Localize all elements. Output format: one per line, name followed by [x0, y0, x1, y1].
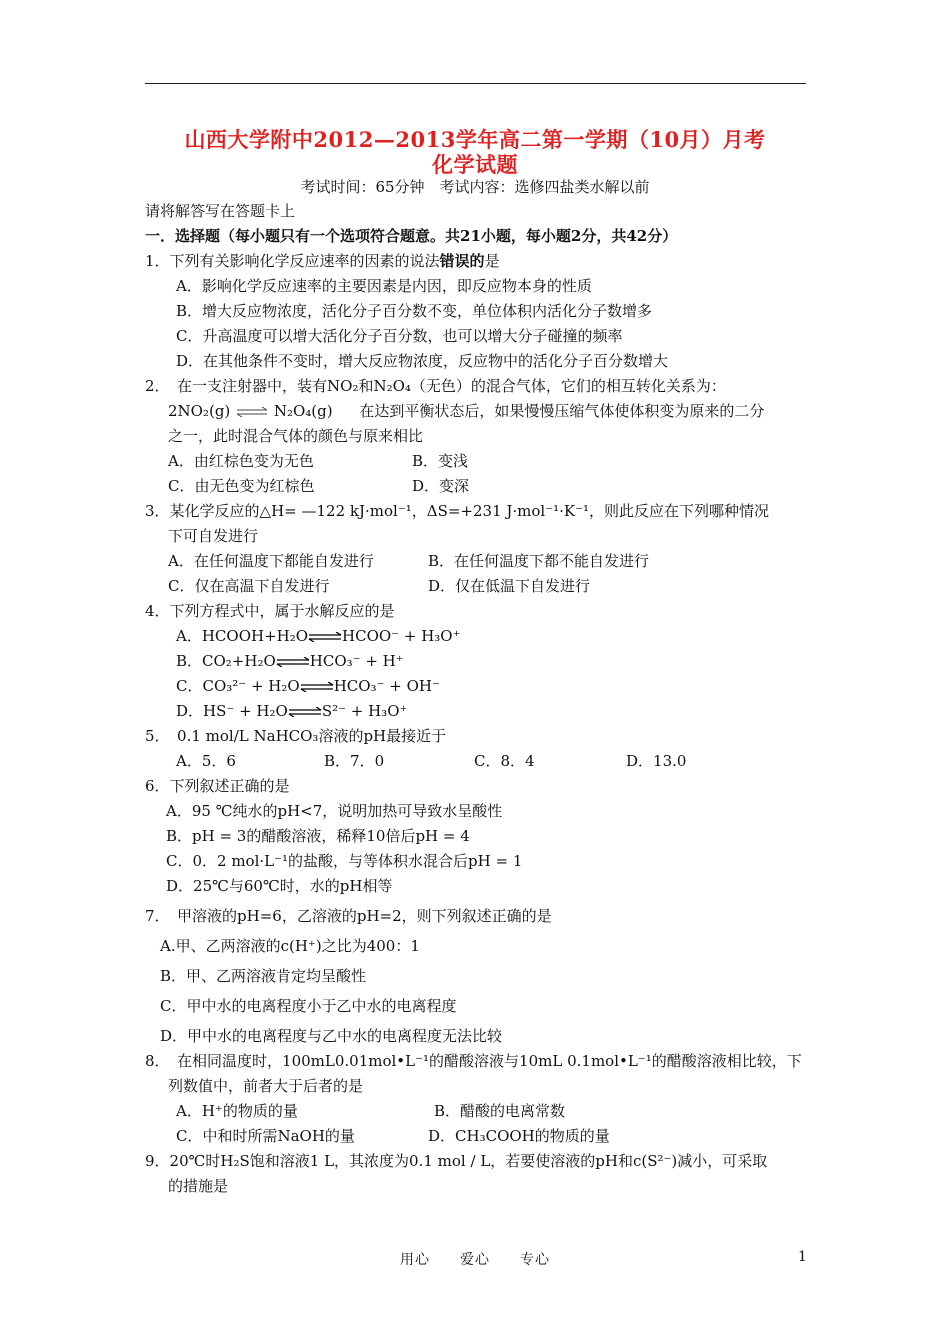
q5-option-b: B．7．0: [324, 752, 385, 770]
question-6-stem: 6．下列叙述正确的是: [145, 777, 290, 795]
q7-option-c: C．甲中水的电离程度小于乙中水的电离程度: [160, 997, 457, 1015]
equilibrium-arrow-icon: [308, 632, 342, 642]
q7-option-b: B．甲、乙两溶液肯定均呈酸性: [160, 967, 367, 985]
q4-a-left: A．HCOOH+H₂O: [176, 627, 309, 645]
q1-stem-c: 是: [484, 252, 500, 270]
q6-option-a: A．95 ℃纯水的pH<7，说明加热可导致水呈酸性: [166, 802, 503, 820]
q2-equation-line: [168, 401, 764, 421]
equilibrium-arrow-icon: [300, 682, 334, 692]
q5-option-d: D．13.0: [626, 752, 687, 770]
equilibrium-arrow-icon: [276, 657, 310, 667]
q4-option-c: [176, 676, 440, 696]
q4-option-d: [176, 701, 407, 721]
q2-eq-right: N₂O₄(g): [273, 402, 333, 420]
exam-title: 山西大学附中2012—2013学年高二第一学期（10月）月考: [184, 127, 766, 152]
footer-slogan: 用心 爱心 专心: [400, 1252, 550, 1268]
exam-info: 考试时间：65分钟 考试内容：选修四盐类水解以前: [300, 178, 650, 196]
question-2-stem: 2． 在一支注射器中，装有NO₂和N₂O₄（无色）的混合气体，它们的相互转化关系为：: [145, 377, 726, 395]
question-4-stem: 4．下列方程式中，属于水解反应的是: [145, 602, 395, 620]
instruction: 请将解答写在答题卡上: [145, 202, 296, 220]
q8-stem-end: 列数值中，前者大于后者的是: [168, 1077, 364, 1095]
q7-option-d: D．甲中水的电离程度与乙中水的电离程度无法比较: [160, 1027, 503, 1045]
q4-b-right: HCO₃⁻ + H⁺: [309, 652, 404, 670]
q4-a-right: HCOO⁻ + H₃O⁺: [342, 627, 461, 645]
q4-option-b: [176, 651, 404, 671]
section-title: 一．选择题（每小题只有一个选项符合题意。共21小题，每小题2分，共42分）: [145, 227, 678, 245]
q1-option-c: C．升高温度可以增大活化分子百分数，也可以增大分子碰撞的频率: [176, 327, 623, 345]
q2-stem-continued: 在达到平衡状态后，如果慢慢压缩气体使体积变为原来的二分: [359, 402, 765, 420]
q2-stem-end: 之一，此时混合气体的颜色与原来相比: [168, 427, 424, 445]
question-5-stem: 5． 0.1 mol/L NaHCO₃溶液的pH最接近于: [145, 727, 447, 745]
equilibrium-arrow-icon: [288, 707, 322, 717]
exam-subtitle: 化学试题: [432, 152, 518, 177]
q3-option-c: C．仅在高温下自发进行: [168, 577, 330, 595]
q1-stem-a: 1．下列有关影响化学反应速率的因素的说法: [145, 252, 440, 270]
q6-option-b: B．pH = 3的醋酸溶液，稀释10倍后pH = 4: [166, 827, 470, 845]
q2-option-c: C．由无色变为红棕色: [168, 477, 315, 495]
q5-option-c: C．8．4: [474, 752, 535, 770]
q4-option-a: [176, 626, 461, 646]
q6-option-c: C．0．2 mol·L⁻¹的盐酸，与等体积水混合后pH = 1: [166, 852, 523, 870]
q7-option-a: A.甲、乙两溶液的c(H⁺)之比为400：1: [160, 937, 420, 955]
equilibrium-arrow-icon: [235, 407, 269, 417]
q1-option-a: A．影响化学反应速率的主要因素是内因，即反应物本身的性质: [176, 277, 592, 295]
q3-option-a: A．在任何温度下都能自发进行: [168, 552, 374, 570]
q4-d-right: S²⁻ + H₃O⁺: [321, 702, 408, 720]
q8-option-c: C．中和时所需NaOH的量: [176, 1127, 355, 1145]
q4-b-left: B．CO₂+H₂O: [176, 652, 276, 670]
question-3-stem: 3．某化学反应的△H= —122 kJ·mol⁻¹，ΔS=+231 J·mol⁻¹·K⁻¹，则此反应在下列哪种情况: [145, 502, 770, 520]
q3-option-d: D．仅在低温下自发进行: [428, 577, 591, 595]
q8-option-b: B．醋酸的电离常数: [434, 1102, 566, 1120]
q4-d-left: D．HS⁻ + H₂O: [176, 702, 288, 720]
q3-option-b: B．在任何温度下都不能自发进行: [428, 552, 650, 570]
q3-stem-end: 下可自发进行: [168, 527, 259, 545]
q1-option-d: D．在其他条件不变时，增大反应物浓度，反应物中的活化分子百分数增大: [176, 352, 669, 370]
q8-option-a: A．H⁺的物质的量: [176, 1102, 298, 1120]
q2-eq-left: 2NO₂(g): [168, 402, 231, 420]
q2-option-a: A．由红棕色变为无色: [168, 452, 314, 470]
q2-option-b: B．变浅: [412, 452, 469, 470]
q2-option-d: D．变深: [412, 477, 470, 495]
header-rule: [145, 83, 806, 84]
q1-option-b: B．增大反应物浓度，活化分子百分数不变，单位体积内活化分子数增多: [176, 302, 653, 320]
q9-stem-end: 的措施是: [168, 1177, 229, 1195]
question-7-stem: 7． 甲溶液的pH=6，乙溶液的pH=2，则下列叙述正确的是: [145, 907, 552, 925]
question-1-stem: [145, 251, 500, 271]
q8-option-d: D．CH₃COOH的物质的量: [428, 1127, 610, 1145]
q4-c-right: HCO₃⁻ + OH⁻: [333, 677, 440, 695]
question-9-stem: 9．20℃时H₂S饱和溶液1 L，其浓度为0.1 mol / L，若要使溶液的pH和c(S²⁻)减小，可采取: [145, 1152, 768, 1170]
q4-c-left: C．CO₃²⁻ + H₂O: [176, 677, 300, 695]
question-8-stem: 8． 在相同温度时，100mL0.01mol•L⁻¹的醋酸溶液与10mL 0.1mol•L⁻¹的醋酸溶液相比较，下: [145, 1052, 802, 1070]
page-number: 1: [798, 1249, 807, 1265]
q6-option-d: D．25℃与60℃时，水的pH相等: [166, 877, 393, 895]
q5-option-a: A．5．6: [176, 752, 236, 770]
q1-stem-emphasis: 错误的: [439, 252, 485, 270]
